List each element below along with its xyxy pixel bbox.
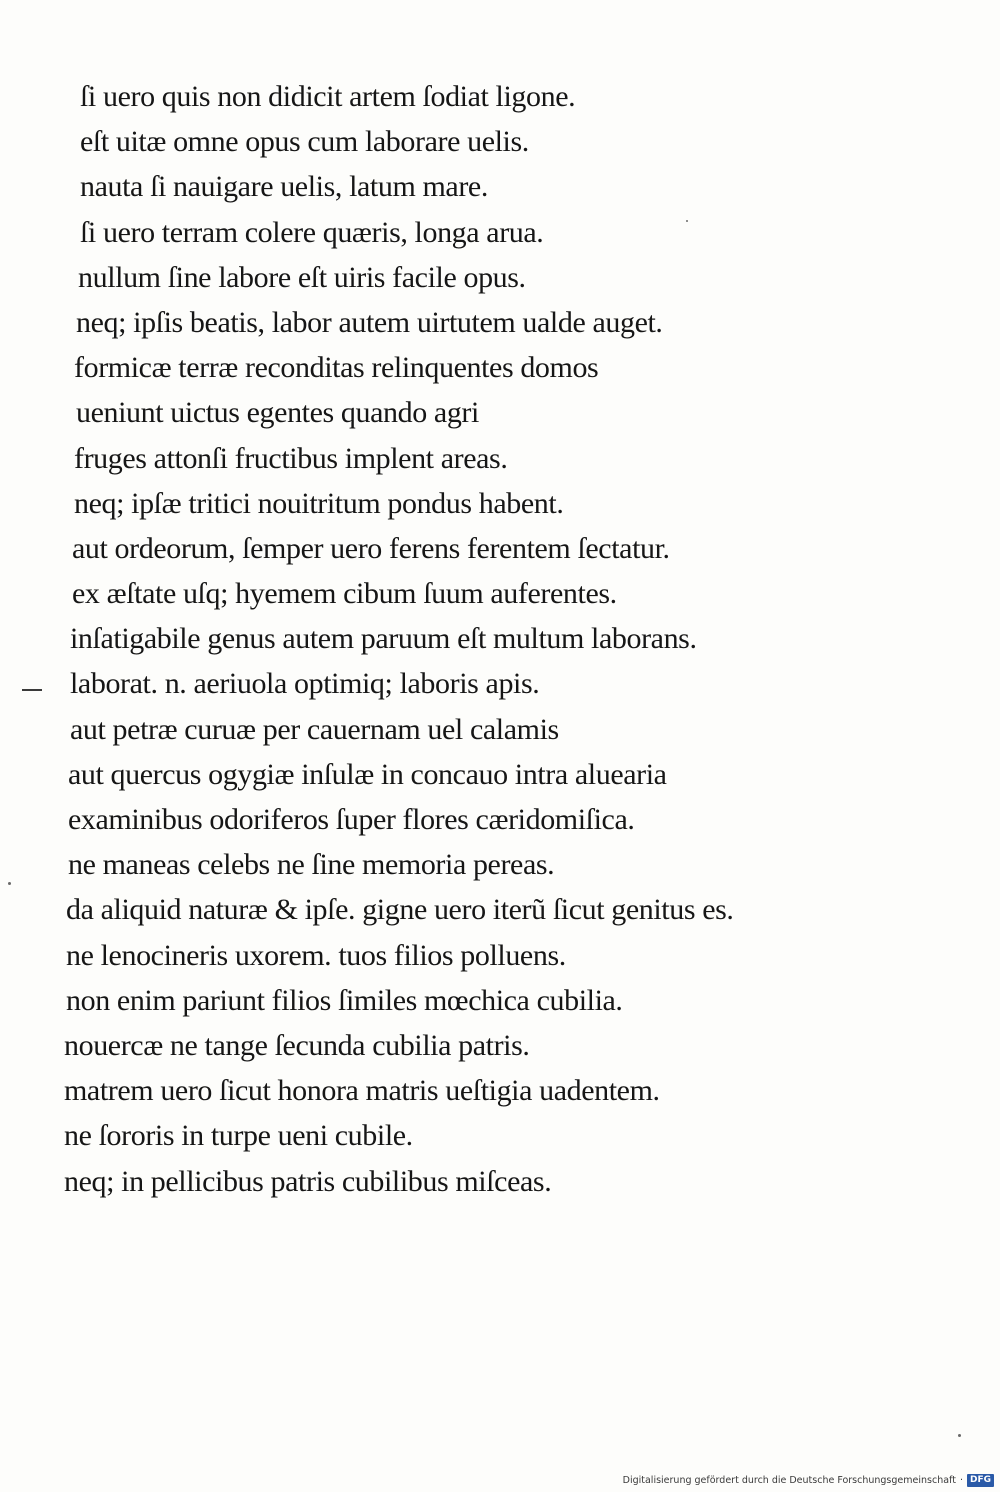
text-line: ueniunt uictus egentes quando agri bbox=[76, 396, 479, 430]
text-line: nauta ſi nauigare uelis, latum mare. bbox=[80, 170, 488, 204]
text-line: ne maneas celebs ne ſine memoria pereas. bbox=[68, 848, 555, 882]
text-line: neq; in pellicibus patris cubilibus miſceas. bbox=[64, 1164, 552, 1198]
text-line: aut quercus ogygiæ inſulæ in concauo intra aluearia bbox=[68, 757, 667, 791]
text-line: ſi uero terram colere quæris, longa arua. bbox=[80, 215, 544, 249]
text-line: da aliquid naturæ & ipſe. gigne uero iterũ ſicut genitus es. bbox=[66, 893, 734, 927]
text-line: ſi uero quis non didicit artem ſodiat ligone. bbox=[80, 80, 576, 113]
text-line: laborat. n. aeriuola optimiq; laboris apis. bbox=[70, 667, 540, 701]
ink-speck bbox=[958, 1434, 961, 1437]
text-block bbox=[64, 74, 944, 1204]
text-line: inſatigabile genus autem paruum eſt multum laborans. bbox=[70, 622, 697, 656]
text-line: neq; ipſæ tritici nouitritum pondus habent. bbox=[74, 486, 564, 520]
dfg-logo-icon: DFG bbox=[967, 1474, 994, 1487]
text-line: neq; ipſis beatis, labor autem uirtutem ualde auget. bbox=[76, 305, 663, 339]
text-line: formicæ terræ reconditas relinquentes domos bbox=[74, 351, 599, 385]
ink-speck bbox=[8, 882, 11, 885]
footer-separator: · bbox=[959, 1474, 963, 1486]
funding-text: Digitalisierung gefördert durch die Deutsche Forschungsgemeinschaft bbox=[622, 1474, 956, 1486]
margin-mark bbox=[22, 689, 42, 691]
text-line: matrem uero ſicut honora matris ueſtigia uadentem. bbox=[64, 1074, 660, 1108]
text-line: non enim pariunt filios ſimiles mœchica cubilia. bbox=[66, 983, 623, 1017]
text-line: eſt uitæ omne opus cum laborare uelis. bbox=[80, 125, 529, 159]
funding-footer bbox=[623, 1472, 994, 1488]
text-line: aut ordeorum, ſemper uero ferens ferentem ſectatur. bbox=[72, 531, 670, 565]
text-line: aut petræ curuæ per cauernam uel calamis bbox=[70, 712, 559, 746]
text-line: nouercæ ne tange ſecunda cubilia patris. bbox=[64, 1028, 530, 1062]
text-line: ex æſtate uſq; hyemem cibum ſuum auferentes. bbox=[72, 577, 617, 611]
text-line: examinibus odoriferos ſuper flores cæridomiſica. bbox=[68, 803, 635, 836]
text-line: fruges attonſi fructibus implent areas. bbox=[74, 441, 508, 475]
text-line: nullum ſine labore eſt uiris facile opus. bbox=[78, 260, 526, 294]
text-line: ne ſororis in turpe ueni cubile. bbox=[64, 1119, 413, 1153]
text-line: ne lenocineris uxorem. tuos filios polluens. bbox=[66, 938, 566, 972]
